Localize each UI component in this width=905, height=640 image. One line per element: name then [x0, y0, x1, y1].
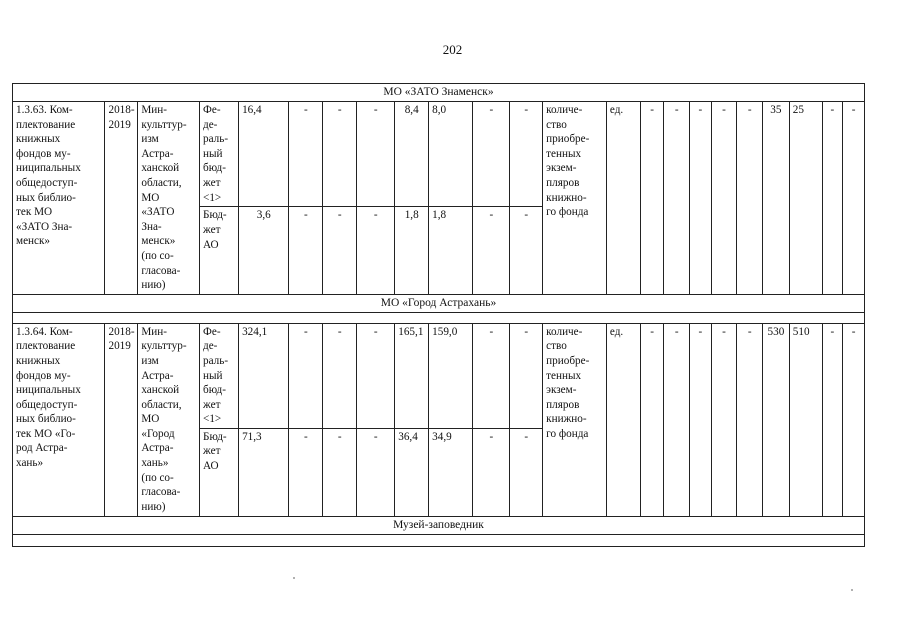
indicator-unit: ед. — [606, 323, 640, 516]
funding-value: - — [357, 428, 395, 516]
target-value: - — [711, 102, 737, 295]
measure-years: 2018- 2019 — [105, 323, 138, 516]
funding-source: Бюд- жет АО — [200, 428, 239, 516]
section-title-astrakhan: МО «Город Астрахань» — [13, 294, 865, 312]
funding-value: - — [289, 323, 323, 428]
funding-source: Фе- де- раль- ный бюд- жет <1> — [200, 102, 239, 207]
funding-value: 8,0 — [429, 102, 473, 207]
indicator-unit: ед. — [606, 102, 640, 295]
target-value: - — [711, 323, 737, 516]
funding-value: - — [473, 207, 510, 294]
indicator-name: количе- ство приобре- тенных экзем- пляров книжно- го фонда — [543, 102, 607, 295]
target-value: - — [822, 323, 843, 516]
funding-value: - — [289, 428, 323, 516]
target-value: - — [690, 102, 712, 295]
funding-value: 1,8 — [395, 207, 429, 294]
funding-value: 16,4 — [239, 102, 289, 207]
funding-value: - — [323, 428, 357, 516]
funding-value: 3,6 — [239, 207, 289, 294]
target-value: - — [843, 102, 865, 295]
funding-value: 1,8 — [429, 207, 473, 294]
target-value: - — [640, 323, 664, 516]
target-value: - — [690, 323, 712, 516]
target-value: - — [822, 102, 843, 295]
measure-executor: Мин- культтур- изм Астра- ханской области, МО «Город Астра- хань» (по со- гласова- нию) — [138, 323, 200, 516]
scan-speck — [293, 577, 295, 579]
target-value: - — [664, 323, 690, 516]
target-value: - — [664, 102, 690, 295]
target-value: 25 — [789, 102, 822, 295]
target-value: - — [737, 102, 763, 295]
funding-value: 324,1 — [239, 323, 289, 428]
target-value: - — [843, 323, 865, 516]
target-value: 510 — [789, 323, 822, 516]
section-spacer — [13, 534, 865, 546]
funding-value: - — [510, 207, 543, 294]
funding-value: 36,4 — [395, 428, 429, 516]
funding-value: 34,9 — [429, 428, 473, 516]
funding-value: - — [510, 102, 543, 207]
section-title-museum: Музей-заповедник — [13, 516, 865, 534]
funding-value: - — [357, 323, 395, 428]
measure-name: 1.3.63. Ком- плектование книжных фондов му- ниципальных общедоступ- ных библио- тек МО «ЗАТО Зна- менск» — [13, 102, 105, 295]
funding-value: 159,0 — [429, 323, 473, 428]
funding-value: 71,3 — [239, 428, 289, 516]
funding-value: 165,1 — [395, 323, 429, 428]
program-table — [12, 83, 865, 547]
target-value: 530 — [763, 323, 790, 516]
funding-value: - — [473, 323, 510, 428]
section-title-zato: МО «ЗАТО Знаменск» — [13, 84, 865, 102]
measure-years: 2018- 2019 — [105, 102, 138, 295]
target-value: 35 — [763, 102, 790, 295]
funding-source: Бюд- жет АО — [200, 207, 239, 294]
indicator-name: количе- ство приобре- тенных экзем- пляров книжно- го фонда — [543, 323, 607, 516]
funding-value: - — [323, 102, 357, 207]
funding-value: - — [510, 428, 543, 516]
funding-value: - — [473, 102, 510, 207]
measure-executor: Мин- культтур- изм Астра- ханской области, МО «ЗАТО Зна- менск» (по со- гласова- нию) — [138, 102, 200, 295]
section-spacer — [13, 312, 865, 323]
funding-value: - — [473, 428, 510, 516]
page-number: 202 — [442, 42, 463, 57]
funding-value: - — [289, 207, 323, 294]
target-value: - — [640, 102, 664, 295]
funding-value: - — [323, 323, 357, 428]
funding-source: Фе- де- раль- ный бюд- жет <1> — [200, 323, 239, 428]
scan-speck — [851, 589, 853, 591]
target-value: - — [737, 323, 763, 516]
funding-value: - — [323, 207, 357, 294]
funding-value: - — [510, 323, 543, 428]
measure-name: 1.3.64. Ком- плектование книжных фондов му- ниципальных общедоступ- ных библио- тек МО «Го- род Астра- хань» — [13, 323, 105, 516]
funding-value: - — [357, 207, 395, 294]
funding-value: 8,4 — [395, 102, 429, 207]
funding-value: - — [357, 102, 395, 207]
funding-value: - — [289, 102, 323, 207]
